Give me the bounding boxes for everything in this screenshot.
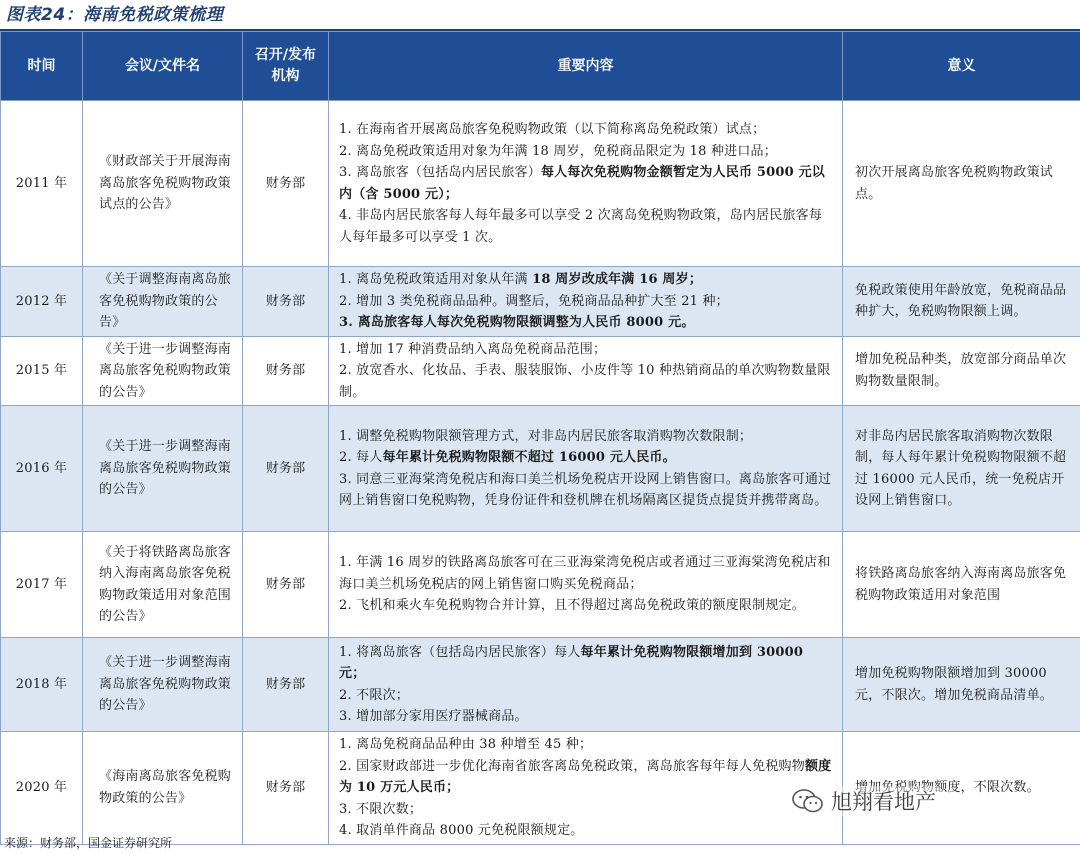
source-note: 来源：财务部，国金证券研究所: [4, 836, 173, 850]
cell-organization: 财务部: [243, 336, 329, 406]
content-text: 1. 将离岛旅客（包括岛内居民旅客）每人: [339, 644, 581, 660]
header-organization: 召开/发布机构: [243, 32, 329, 101]
content-emphasis: 3. 离岛旅客每人每次免税购物限额调整为人民币 8000 元。: [339, 315, 695, 330]
cell-year: 2020 年: [1, 732, 83, 845]
content-text: 3. 增加部分家用医疗器械商品。: [339, 709, 528, 724]
content-item: [339, 685, 834, 707]
content-item: [339, 269, 834, 291]
cell-organization: 财务部: [243, 101, 329, 267]
content-text: 2. 增加 3 类免税商品品种。调整后，免税商品品种扩大至 21 种；: [339, 293, 729, 309]
content-item: [339, 426, 834, 448]
cell-content: [329, 532, 843, 638]
watermark-text: 旭翔看地产: [831, 790, 936, 814]
cell-organization: 财务部: [243, 532, 329, 638]
cell-content: [329, 406, 843, 532]
cell-year: 2017 年: [1, 532, 83, 638]
header-content: 重要内容: [329, 32, 843, 101]
cell-year: 2012 年: [1, 267, 83, 337]
watermark: [787, 786, 940, 816]
content-text: 1. 离岛免税政策适用对象从年满: [339, 272, 533, 287]
table-row: [1, 267, 1080, 337]
content-item: [339, 595, 834, 617]
content-item: [339, 447, 834, 469]
content-item: [339, 706, 834, 728]
content-text: 3. 同意三亚海棠湾免税店和海口美兰机场免税店开设网上销售窗口。离岛旅客可通过网上销售窗口免税购物，凭身份证件和登机牌在机场隔离区提货点提货并携带离岛。: [339, 471, 832, 508]
table-row: [1, 336, 1080, 406]
content-item: [339, 162, 834, 205]
header-significance: 意义: [843, 32, 1080, 101]
content-emphasis: 18 周岁改成年满 16 周岁；: [532, 272, 703, 287]
content-text: 2. 离岛免税政策适用对象为年满 18 周岁，免税商品限定为 18 种进口品；: [339, 143, 777, 159]
table-row: [1, 532, 1080, 638]
content-text: 1. 增加 17 种消费品纳入离岛免税商品范围；: [339, 341, 607, 357]
content-text: 2. 不限次；: [339, 687, 409, 703]
cell-year: 2016 年: [1, 406, 83, 532]
cell-document: 《关于调整海南离岛旅客免税购物政策的公告》: [83, 267, 243, 337]
content-text: 1. 在海南省开展离岛旅客免税购物政策（以下简称离岛免税政策）试点；: [339, 122, 766, 137]
wechat-icon: [791, 788, 825, 814]
cell-document: 《关于将铁路离岛旅客纳入海南离岛旅客免税购物政策适用对象范围的公告》: [83, 532, 243, 638]
table-body: [1, 101, 1080, 845]
cell-year: 2011 年: [1, 101, 83, 267]
cell-content: [329, 267, 843, 337]
cell-document: 《财政部关于开展海南离岛旅客免税购物政策试点的公告》: [83, 101, 243, 267]
figure-caption: 图表24：海南免税政策梳理: [6, 5, 224, 25]
table-header-row: [1, 32, 1080, 101]
cell-year: 2015 年: [1, 336, 83, 406]
cell-year: 2018 年: [1, 638, 83, 732]
content-item: [339, 119, 834, 141]
header-document: 会议/文件名: [83, 32, 243, 101]
cell-document: 《关于进一步调整海南离岛旅客免税购物政策的公告》: [83, 638, 243, 732]
content-text: 2. 飞机和乘火车免税购物合并计算，且不得超过离岛免税政策的额度限制规定。: [339, 598, 805, 614]
content-item: [339, 360, 834, 403]
content-text: 4. 非岛内居民旅客每人每年最多可以享受 2 次离岛免税购物政策，岛内居民旅客每人每年最多可以享受 1 次。: [339, 208, 823, 245]
cell-significance: 初次开展离岛旅客免税购物政策试点。: [843, 101, 1080, 267]
content-text: 2. 放宽香水、化妆品、手表、服装服饰、小皮件等 10 种热销商品的单次购物数量限制。: [339, 363, 831, 400]
content-emphasis: 每人每次免税购物金额暂定为人民币 5000 元以内（含 5000 元）；: [339, 165, 825, 202]
table-row: [1, 406, 1080, 532]
cell-organization: 财务部: [243, 406, 329, 532]
cell-significance: 增加免税品种类，放宽部分商品单次购物数量限制。: [843, 336, 1080, 406]
content-item: [339, 291, 834, 313]
content-text: 1. 调整免税购物限额管理方式，对非岛内居民旅客取消购物次数限制；: [339, 428, 753, 444]
content-item: [339, 469, 834, 512]
cell-significance: 免税政策使用年龄放宽，免税商品品种扩大，免税购物限额上调。: [843, 267, 1080, 337]
table-row: [1, 638, 1080, 732]
content-item: [339, 734, 834, 756]
content-item: [339, 205, 834, 248]
content-emphasis: 每年累计免税购物限额增加到 30000 元；: [339, 644, 804, 681]
cell-document: 《关于进一步调整海南离岛旅客免税购物政策的公告》: [83, 336, 243, 406]
content-text: 3. 离岛旅客（包括岛内居民旅客）: [339, 165, 541, 180]
content-text: 2. 国家财政部进一步优化海南省旅客离岛免税政策，离岛旅客每年每人免税购物: [339, 758, 805, 774]
cell-significance: 增加免税购物额度，不限次数。: [843, 732, 1080, 845]
content-item: [339, 820, 834, 842]
cell-organization: 财务部: [243, 267, 329, 337]
cell-document: 《海南离岛旅客免税购物政策的公告》: [83, 732, 243, 845]
content-text: 2. 每人: [339, 450, 383, 465]
table-row: [1, 101, 1080, 267]
cell-content: [329, 638, 843, 732]
content-text: 1. 年满 16 周岁的铁路离岛旅客可在三亚海棠湾免税店或者通过三亚海棠湾免税店和海口美兰机场免税店的网上销售窗口购买免税商品；: [339, 555, 831, 592]
cell-content: [329, 101, 843, 267]
content-item: [339, 312, 834, 334]
cell-significance: 对非岛内居民旅客取消购物次数限制，每人每年累计免税购物限额不超过 16000 元人民币，统一免税店开设网上销售窗口。: [843, 406, 1080, 532]
content-item: [339, 756, 834, 799]
header-year: 时间: [1, 32, 83, 101]
content-text: 3. 不限次数；: [339, 801, 423, 817]
cell-content: [329, 336, 843, 406]
content-item: [339, 642, 834, 685]
cell-document: 《关于进一步调整海南离岛旅客免税购物政策的公告》: [83, 406, 243, 532]
content-emphasis: 每年累计免税购物限额不超过 16000 元人民币。: [382, 450, 676, 465]
content-text: 1. 离岛免税商品品种由 38 种增至 45 种；: [339, 737, 593, 752]
content-item: [339, 799, 834, 821]
cell-organization: 财务部: [243, 732, 329, 845]
content-emphasis: 额度为 10 万元人民币；: [339, 758, 832, 795]
cell-content: [329, 732, 843, 845]
content-item: [339, 552, 834, 595]
cell-organization: 财务部: [243, 638, 329, 732]
cell-significance: 增加免税购物限额增加到 30000 元，不限次。增加免税商品清单。: [843, 638, 1080, 732]
content-item: [339, 141, 834, 163]
content-text: 4. 取消单件商品 8000 元免税限额规定。: [339, 823, 584, 838]
policy-table: [0, 31, 1080, 845]
content-item: [339, 339, 834, 361]
cell-significance: 将铁路离岛旅客纳入海南离岛旅客免税购物政策适用对象范围: [843, 532, 1080, 638]
